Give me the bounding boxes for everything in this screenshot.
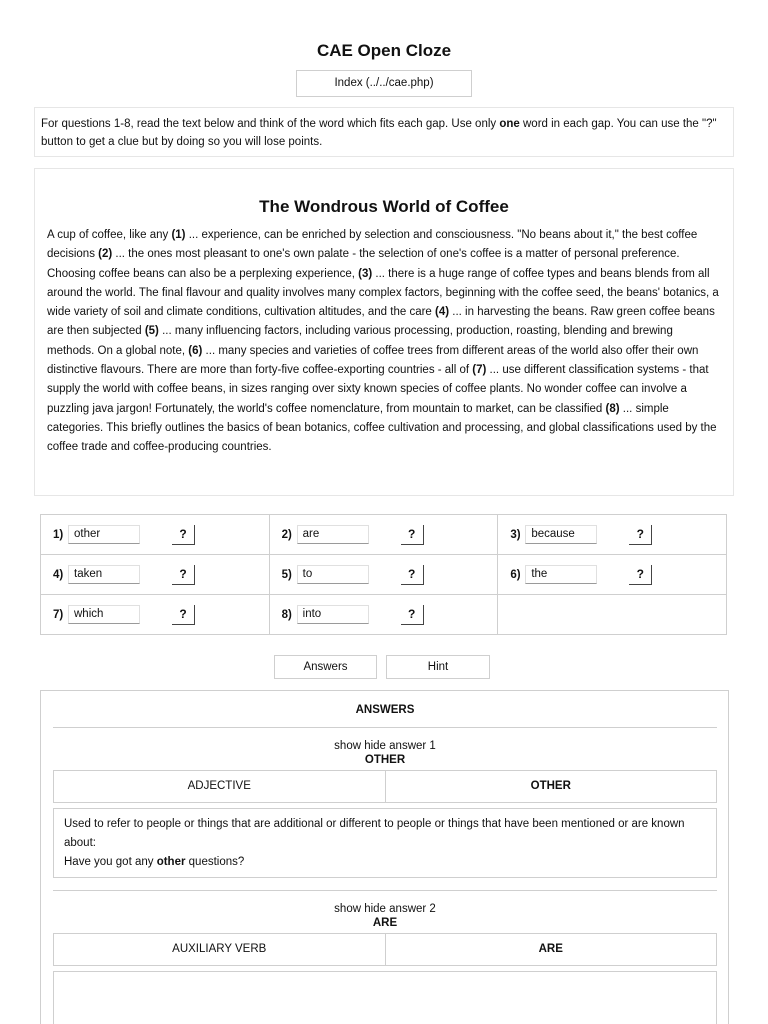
story-title: The Wondrous World of Coffee: [259, 197, 509, 216]
instructions-emphasis: one: [499, 118, 520, 130]
gap-number: 2): [281, 528, 292, 541]
clue-button-1[interactable]: ?: [172, 525, 195, 545]
gap-number: 3): [510, 528, 521, 541]
example-emphasis: other: [156, 856, 186, 868]
clue-button-4[interactable]: ?: [172, 565, 195, 585]
gap-input-8[interactable]: into: [297, 605, 369, 624]
gap-input-4[interactable]: taken: [68, 565, 140, 584]
clue-button-8[interactable]: ?: [401, 605, 424, 625]
story-segment: ... simple categories. This briefly outlines the basics of bean botanics, coffee cultivation and processing, and global classifications used by the coffee trade and coffee-producing countries.: [47, 402, 717, 454]
instructions-text-end: word in each gap. You can use the "?" button to get a clue but by doing so you will lose points.: [41, 118, 717, 148]
example-text-end: questions?: [185, 856, 245, 868]
answer-word-2: ARE: [372, 917, 398, 929]
story-segment: ... in harvesting the beans. Raw green coffee beans are then subjected: [47, 306, 715, 338]
gap-marker-6: (6): [188, 344, 203, 357]
gap-cell-empty: [498, 595, 727, 635]
answer-row-2: [53, 933, 717, 966]
answer-definition-2: [53, 971, 717, 1024]
gap-number: 5): [281, 568, 292, 581]
answer-term: ARE: [538, 943, 563, 955]
gap-number: 7): [53, 608, 64, 621]
example-text: Have you got any: [64, 856, 157, 868]
answers-panel: [40, 690, 729, 1024]
answer-block-1: [53, 739, 717, 878]
gap-cell-6: [498, 555, 727, 595]
answer-divider: [53, 890, 717, 891]
answer-part-of-speech: ADJECTIVE: [54, 771, 386, 802]
gap-cell-4: [41, 555, 270, 595]
story-panel: [34, 168, 734, 496]
story-segment: ... many influencing factors, including various processing, production, roasting, blending and brewing methods. On a global note,: [47, 325, 673, 357]
answer-word-1: OTHER: [364, 754, 406, 766]
clue-button-7[interactable]: ?: [172, 605, 195, 625]
story-segment: ... many species and varieties of coffee trees from different areas of the world also offer their own distinctive flavours. There are more than forty-five coffee-exporting countries - all of: [47, 344, 699, 377]
gap-cell-3: [498, 515, 727, 555]
gap-cell-5: [269, 555, 498, 595]
clue-button-3[interactable]: ?: [629, 525, 652, 545]
gap-marker-3: (3): [358, 267, 373, 280]
story-segment: A cup of coffee, like any: [47, 229, 172, 241]
instructions-text: For questions 1-8, read the text below and think of the word which fits each gap. Use only: [41, 118, 500, 130]
clue-button-6[interactable]: ?: [629, 565, 652, 585]
hint-button[interactable]: Hint: [386, 655, 490, 679]
gap-number: 1): [53, 528, 64, 541]
story-segment: ... the ones most pleasant to one's own palate - the selection of one's coffee is a matter of personal preference. Choosing coffee beans can also be a perplexing experience,: [47, 248, 680, 280]
gap-answer-grid: [40, 514, 727, 635]
gap-number: 4): [53, 568, 64, 581]
gap-number: 6): [510, 568, 521, 581]
story-segment: ... there is a huge range of coffee types and beans blends from all around the world. The final flavour and quality involves many complex factors, beginning with the coffee seed, the beans' botanics, a wide variety of soil and climate conditions, cultivation altitudes, and the care: [47, 267, 719, 319]
gap-marker-8: (8): [605, 402, 620, 415]
gap-cell-1: [41, 515, 270, 555]
clue-button-2[interactable]: ?: [401, 525, 424, 545]
gap-input-7[interactable]: which: [68, 605, 140, 624]
gap-input-5[interactable]: to: [297, 565, 369, 584]
definition-example: [64, 853, 706, 872]
clue-button-5[interactable]: ?: [401, 565, 424, 585]
answers-heading: ANSWERS: [53, 691, 717, 728]
index-link[interactable]: Index (../../cae.php): [296, 70, 472, 97]
gap-cell-8: [269, 595, 498, 635]
gap-marker-4: (4): [435, 306, 450, 319]
gap-input-1[interactable]: other: [68, 525, 140, 544]
gap-marker-2: (2): [98, 248, 113, 261]
gap-number: 8): [281, 608, 292, 621]
gap-marker-5: (5): [144, 325, 159, 338]
answer-toggle-2[interactable]: show hide answer 2: [334, 903, 436, 915]
answer-row-1: [53, 770, 717, 803]
instructions-panel: [34, 107, 734, 157]
page-title: CAE Open Cloze: [316, 41, 452, 60]
gap-input-2[interactable]: are: [297, 525, 369, 544]
story-text: [47, 226, 721, 458]
answer-block-2: [53, 902, 717, 1024]
gap-marker-1: (1): [171, 229, 186, 241]
gap-cell-2: [269, 515, 498, 555]
gap-marker-7: (7): [472, 364, 487, 377]
story-segment: ... use different classification systems - that supply the world with coffee beans, in sizes ranging over sixty known species of coffee plants. No wonder coffee can involve a puzzling java jargon! Fortunately, the world's coffee nomenclature, from mountain to market, can be classified: [47, 364, 709, 415]
gap-cell-7: [41, 595, 270, 635]
story-segment: ... experience, can be enriched by selection and consciousness. "No beans about it," the best coffee decisions: [47, 229, 698, 261]
answer-toggle-1[interactable]: show hide answer 1: [334, 740, 436, 752]
gap-input-6[interactable]: the: [525, 565, 597, 584]
gap-input-3[interactable]: because: [525, 525, 597, 544]
answers-button[interactable]: Answers: [274, 655, 377, 679]
definition-text: Used to refer to people or things that are additional or different to people or things that have been mentioned or are known about:: [64, 818, 685, 849]
answer-definition-1: [53, 808, 717, 878]
answer-term: OTHER: [530, 780, 571, 792]
answer-part-of-speech: AUXILIARY VERB: [54, 934, 386, 965]
